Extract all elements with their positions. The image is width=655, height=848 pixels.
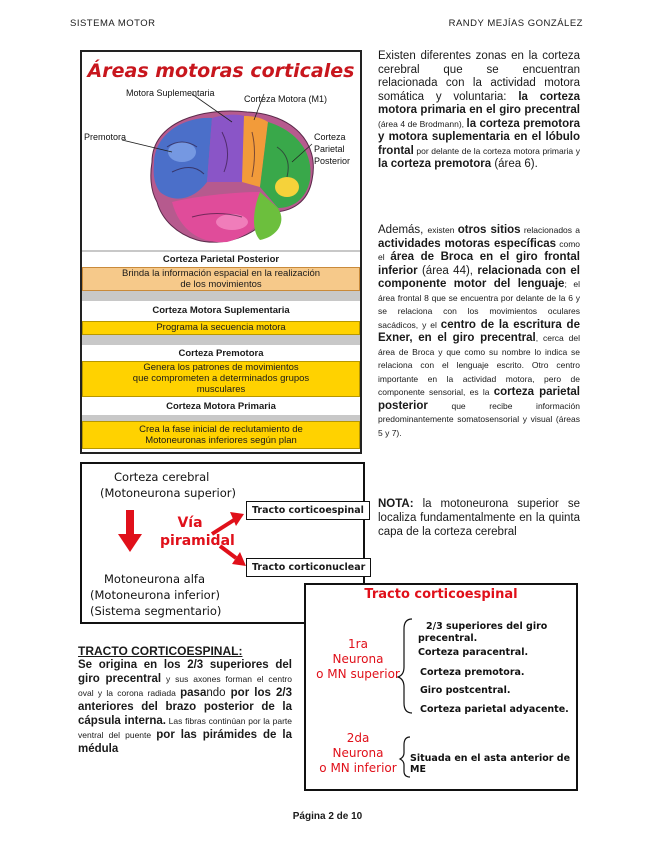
legend-gap	[82, 291, 360, 301]
legend-heading-primaria: Corteza Motora Primaria	[82, 399, 360, 415]
p2-bold-k: centro de la escritura de Exner, en el giro precentral	[378, 318, 580, 344]
label-parietal-1: Corteza	[314, 132, 346, 142]
footer-pagina: Página	[292, 811, 329, 822]
pyr-bottom-line1: Motoneurona alfa	[104, 572, 205, 586]
legend-desc-premotora-line3: musculares	[196, 384, 246, 395]
via-piramidal-label	[160, 514, 235, 550]
p1-bold-d: la corteza premotora y motora suplementaria en el lóbulo frontal	[378, 117, 580, 157]
legend-desc-suplementaria: Programa la secuencia motora	[82, 321, 360, 335]
legend-heading-premotora: Corteza Premotora	[82, 345, 360, 361]
p2-bold-e: actividades motoras específicas	[378, 237, 557, 250]
nota-paragraph	[378, 497, 580, 539]
p1-bold-f: la corteza premotora	[378, 158, 492, 170]
legend-heading-suplementaria: Corteza Motora Suplementaria	[82, 301, 360, 319]
p1-small-c: (área 4 de Brodmann),	[378, 118, 467, 129]
footer-de: de	[333, 811, 352, 822]
page-footer	[0, 811, 655, 822]
via-label-line1: Vía	[177, 515, 203, 531]
paragraph-tracto-corticoespinal	[78, 644, 292, 756]
paragraph-otros-sitios	[378, 224, 580, 440]
nota-label: NOTA:	[378, 498, 414, 510]
p2-bold-m: corteza parietal posterior	[378, 386, 581, 412]
cs-item-precentral: precentral.	[418, 633, 478, 644]
footer-total-pages: 10	[351, 811, 363, 822]
brain-figure	[80, 50, 362, 454]
nota-text: la motoneurona superior se localiza fundamentalmente en la quinta capa de la corteza cerebral	[378, 498, 580, 538]
tract-corticonuclear-box: Tracto corticonuclear	[246, 558, 371, 577]
neuron-1-line3: o MN superior	[316, 667, 400, 681]
p1-text-a: Existen diferentes zonas en la corteza cerebral que se encuentran relacionada con la actividad motora somática y voluntaria:	[378, 50, 580, 103]
p2-bold-i: relacionada con el componente motor del lenguaje	[378, 264, 580, 290]
lt-small-b: y sus axones forman el centro oval y la corona radiada	[78, 674, 292, 698]
cs-item-asta-anterior: Situada en el asta anterior de ME	[410, 753, 571, 775]
neuron-2-line3: o MN inferior	[319, 761, 397, 775]
brain-illustration	[82, 52, 360, 252]
label-corteza-motora-m1: Corteza Motora (M1)	[244, 94, 328, 104]
legend-desc-parietal-line1: Brinda la información espacial en la realización	[121, 268, 321, 279]
p2-text-a: Además,	[378, 224, 428, 236]
header-right: RANDY MEJÍAS GONZÁLEZ	[448, 18, 583, 29]
pyr-bottom-line2: (Motoneurona inferior)	[90, 588, 220, 602]
tract-corticoespinal-box: Tracto corticoespinal	[246, 501, 370, 520]
p2-small-n: que recibe información predominantemente somatosensorial y visual (áreas 5 y 7).	[378, 400, 580, 438]
p2-small-j: ; el área frontal 8 que se encuentra por delante de la 6 y se relaciona con los movimientos oculares sacádicos, y el	[378, 279, 580, 330]
legend-desc-primaria-line1: Crea la fase inicial de reclutamiento de	[139, 424, 303, 435]
header-left: SISTEMA MOTOR	[70, 18, 156, 29]
neuron-1-line2: Neurona	[332, 652, 384, 666]
pyr-bottom-line3: (Sistema segmentario)	[90, 604, 222, 618]
lt-bold-a: Se origina en los 2/3 superiores del giro precentral	[78, 659, 292, 685]
cs-title: Tracto corticoespinal	[364, 587, 518, 602]
neuron-2da	[310, 731, 406, 776]
section-title-tracto: TRACTO CORTICOESPINAL:	[78, 644, 243, 658]
lt-bold-g: por las pirámides de la médula	[78, 729, 292, 755]
p1-bold-b: la corteza motora primaria en el giro precentral	[378, 90, 580, 116]
legend-gap	[82, 250, 360, 252]
legend-desc-premotora-line1: Genera los patrones de movimientos	[143, 362, 299, 373]
cs-item-paracentral: Corteza paracentral.	[418, 647, 529, 658]
p2-small-l: , cerca del área de Broca y que como su nombre lo indica se relaciona con el lenguaje escrito. Otro centro importante en la actividad motora, pero de componente sensorial, es la	[378, 333, 580, 397]
label-parietal-3: Posterior	[314, 156, 351, 166]
pyr-top-line1: Corteza cerebral	[114, 470, 210, 484]
legend-desc-premotora	[82, 361, 360, 397]
neuron-2-line1: 2da	[346, 731, 370, 745]
cs-item-parietal-adyacente: Corteza parietal adyacente.	[420, 704, 569, 715]
neuron-1ra	[310, 637, 406, 682]
neuron-1-line1: 1ra	[348, 637, 368, 651]
lt-text-d: ndo	[206, 687, 231, 699]
legend-desc-premotora-line2: que comprometen a determinados grupos	[132, 373, 310, 384]
lt-bold-c: pasa	[180, 687, 207, 699]
p2-bold-g: área de Broca en el giro frontal inferior	[378, 251, 580, 277]
cs-item-postcentral: Giro postcentral.	[420, 685, 511, 696]
label-motora-suplementaria: Motora Suplementaria	[126, 88, 215, 98]
p2-small-d: relacionados a	[520, 225, 581, 235]
p2-small-b: existen	[427, 225, 458, 235]
label-parietal-2: Parietal	[314, 144, 345, 154]
legend-gap	[82, 335, 360, 345]
neuron-2-line2: Neurona	[332, 746, 384, 760]
pyr-top-line2: (Motoneurona superior)	[100, 486, 236, 500]
paragraph-zonas-corteza	[378, 50, 580, 172]
cs-item-2-3-superiores: 2/3 superiores del giro	[426, 621, 548, 632]
legend-desc-primaria-line2: Motoneuronas inferiores según plan	[145, 435, 297, 446]
p1-text-g: (área 6).	[491, 158, 538, 170]
label-premotora: Premotora	[84, 132, 127, 142]
via-label-line2: piramidal	[160, 533, 235, 549]
lt-bold-e: por los 2/3 anteriores del brazo posterior de la cápsula interna.	[78, 687, 292, 727]
legend-desc-parietal-line2: de los movimientos	[180, 279, 262, 290]
cs-item-premotora: Corteza premotora.	[420, 667, 525, 678]
p2-bold-c: otros sitios	[457, 224, 521, 236]
footer-current-page: 2	[328, 811, 334, 822]
legend-desc-parietal	[82, 267, 360, 291]
lt-small-f: Las fibras continúan por la parte ventral del puente	[78, 716, 292, 740]
legend-heading-parietal: Corteza Parietal Posterior	[82, 254, 360, 267]
legend-desc-primaria	[82, 421, 360, 449]
p2-small-f: como el	[378, 238, 581, 262]
corticoespinal-neurons-box	[304, 583, 578, 791]
brain-figure-title: Áreas motoras corticales	[87, 60, 355, 82]
p2-text-h: (área 44),	[417, 264, 478, 277]
p1-small-e: por delante de la corteza motora primaria y	[413, 145, 580, 156]
